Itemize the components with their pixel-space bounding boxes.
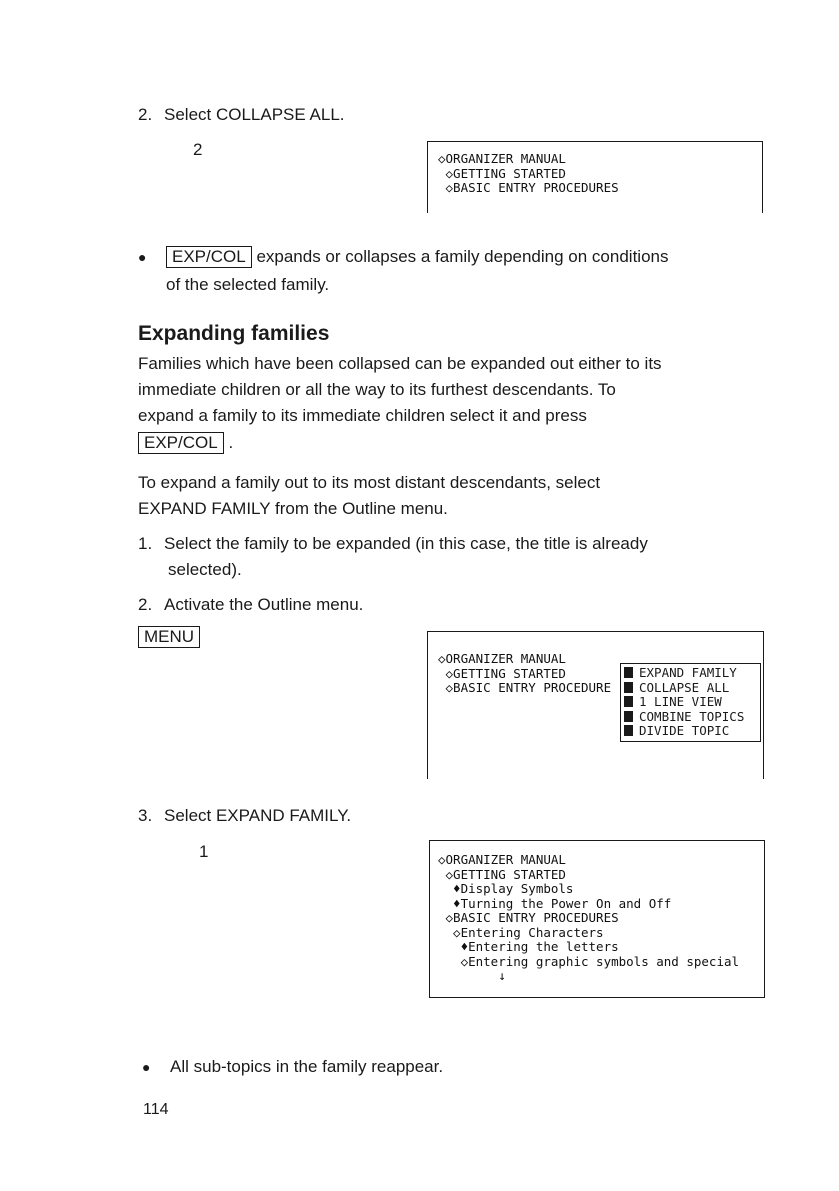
screen-line: ◇BASIC ENTRY PROCEDURES	[438, 180, 619, 195]
step-select-family	[138, 531, 648, 557]
paragraph-line: immediate children or all the way to its furthest descendants. To	[138, 380, 616, 399]
section-heading: Expanding families	[138, 322, 330, 345]
menu-item-collapse-all[interactable]: COLLAPSE ALL	[624, 681, 756, 696]
paragraph-line: EXPAND FAMILY from the Outline menu.	[138, 499, 448, 518]
screen-line: ♦Display Symbols	[438, 881, 574, 896]
paragraph-line: Families which have been collapsed can be expanded out either to its	[138, 354, 662, 373]
menu-number-icon	[624, 667, 633, 678]
outline-menu	[620, 663, 761, 742]
step-text: Select EXPAND FAMILY.	[164, 806, 352, 825]
bullet-text-cont: of the selected family.	[166, 275, 330, 294]
step-text: Activate the Outline menu.	[164, 595, 364, 614]
screen-line: ◇ORGANIZER MANUAL	[438, 651, 566, 666]
lcd-screen-collapsed	[427, 141, 763, 213]
page-number: 114	[143, 1101, 169, 1118]
lcd-screen-expanded	[429, 840, 765, 998]
step-collapse-all	[138, 102, 345, 128]
key-press-label: 2	[193, 140, 203, 159]
menu-number-icon	[624, 682, 633, 693]
bullet-dot-icon: ●	[138, 249, 147, 265]
screen-line: ◇ORGANIZER MANUAL	[438, 151, 566, 166]
scroll-down-arrow-icon: ↓	[438, 968, 506, 983]
step-number: 1.	[138, 534, 153, 553]
step-text: Select the family to be expanded (in this case, the title is already	[164, 534, 648, 553]
screen-line: ◇Entering Characters	[438, 924, 604, 940]
step-text: Select COLLAPSE ALL.	[164, 105, 345, 124]
screen-line: ♦Entering the letters	[438, 939, 619, 954]
menu-number-icon	[624, 711, 633, 722]
menu-number-icon	[624, 696, 633, 707]
screen-line: ◇Entering graphic symbols and special	[438, 953, 740, 969]
expcol-key: EXP/COL	[166, 246, 252, 268]
screen-line: ◇GETTING STARTED	[438, 165, 566, 181]
paragraph-line: To expand a family out to its most distant descendants, select	[138, 473, 601, 492]
menu-key: MENU	[138, 626, 200, 648]
key-press-label: 1	[199, 842, 209, 861]
step-number: 2.	[138, 105, 153, 124]
bullet-dot-icon: ●	[142, 1059, 151, 1075]
step-number: 3.	[138, 806, 153, 825]
screen-line: ◇BASIC ENTRY PROCEDURE	[438, 680, 612, 695]
screen-line: ◇GETTING STARTED	[438, 665, 566, 681]
menu-item-expand-family[interactable]: EXPAND FAMILY	[624, 666, 756, 681]
period: .	[228, 433, 234, 452]
step-number: 2.	[138, 595, 153, 614]
bullet-subtopics	[142, 1054, 443, 1080]
step-text-cont: selected).	[168, 560, 242, 579]
paragraph-key-line	[138, 430, 233, 456]
step-select-expand	[138, 803, 351, 829]
expcol-key: EXP/COL	[138, 432, 224, 454]
screen-line: ◇ORGANIZER MANUAL	[438, 852, 566, 867]
menu-item-divide-topic[interactable]: DIVIDE TOPIC	[624, 724, 756, 739]
bullet-text: All sub-topics in the family reappear.	[170, 1057, 444, 1076]
screen-line: ♦Turning the Power On and Off	[438, 895, 672, 911]
menu-key-line	[138, 624, 200, 650]
menu-number-icon	[624, 725, 633, 736]
paragraph-line: expand a family to its immediate children select it and press	[138, 406, 587, 425]
screen-line: ◇GETTING STARTED	[438, 866, 566, 882]
screen-line: ◇BASIC ENTRY PROCEDURES	[438, 910, 619, 925]
bullet-text: expands or collapses a family depending on conditions	[256, 247, 669, 266]
bullet-expcol	[138, 244, 778, 270]
step-activate-menu	[138, 592, 363, 618]
menu-item-1-line-view[interactable]: 1 LINE VIEW	[624, 695, 756, 710]
menu-item-combine-topics[interactable]: COMBINE TOPICS	[624, 710, 756, 725]
